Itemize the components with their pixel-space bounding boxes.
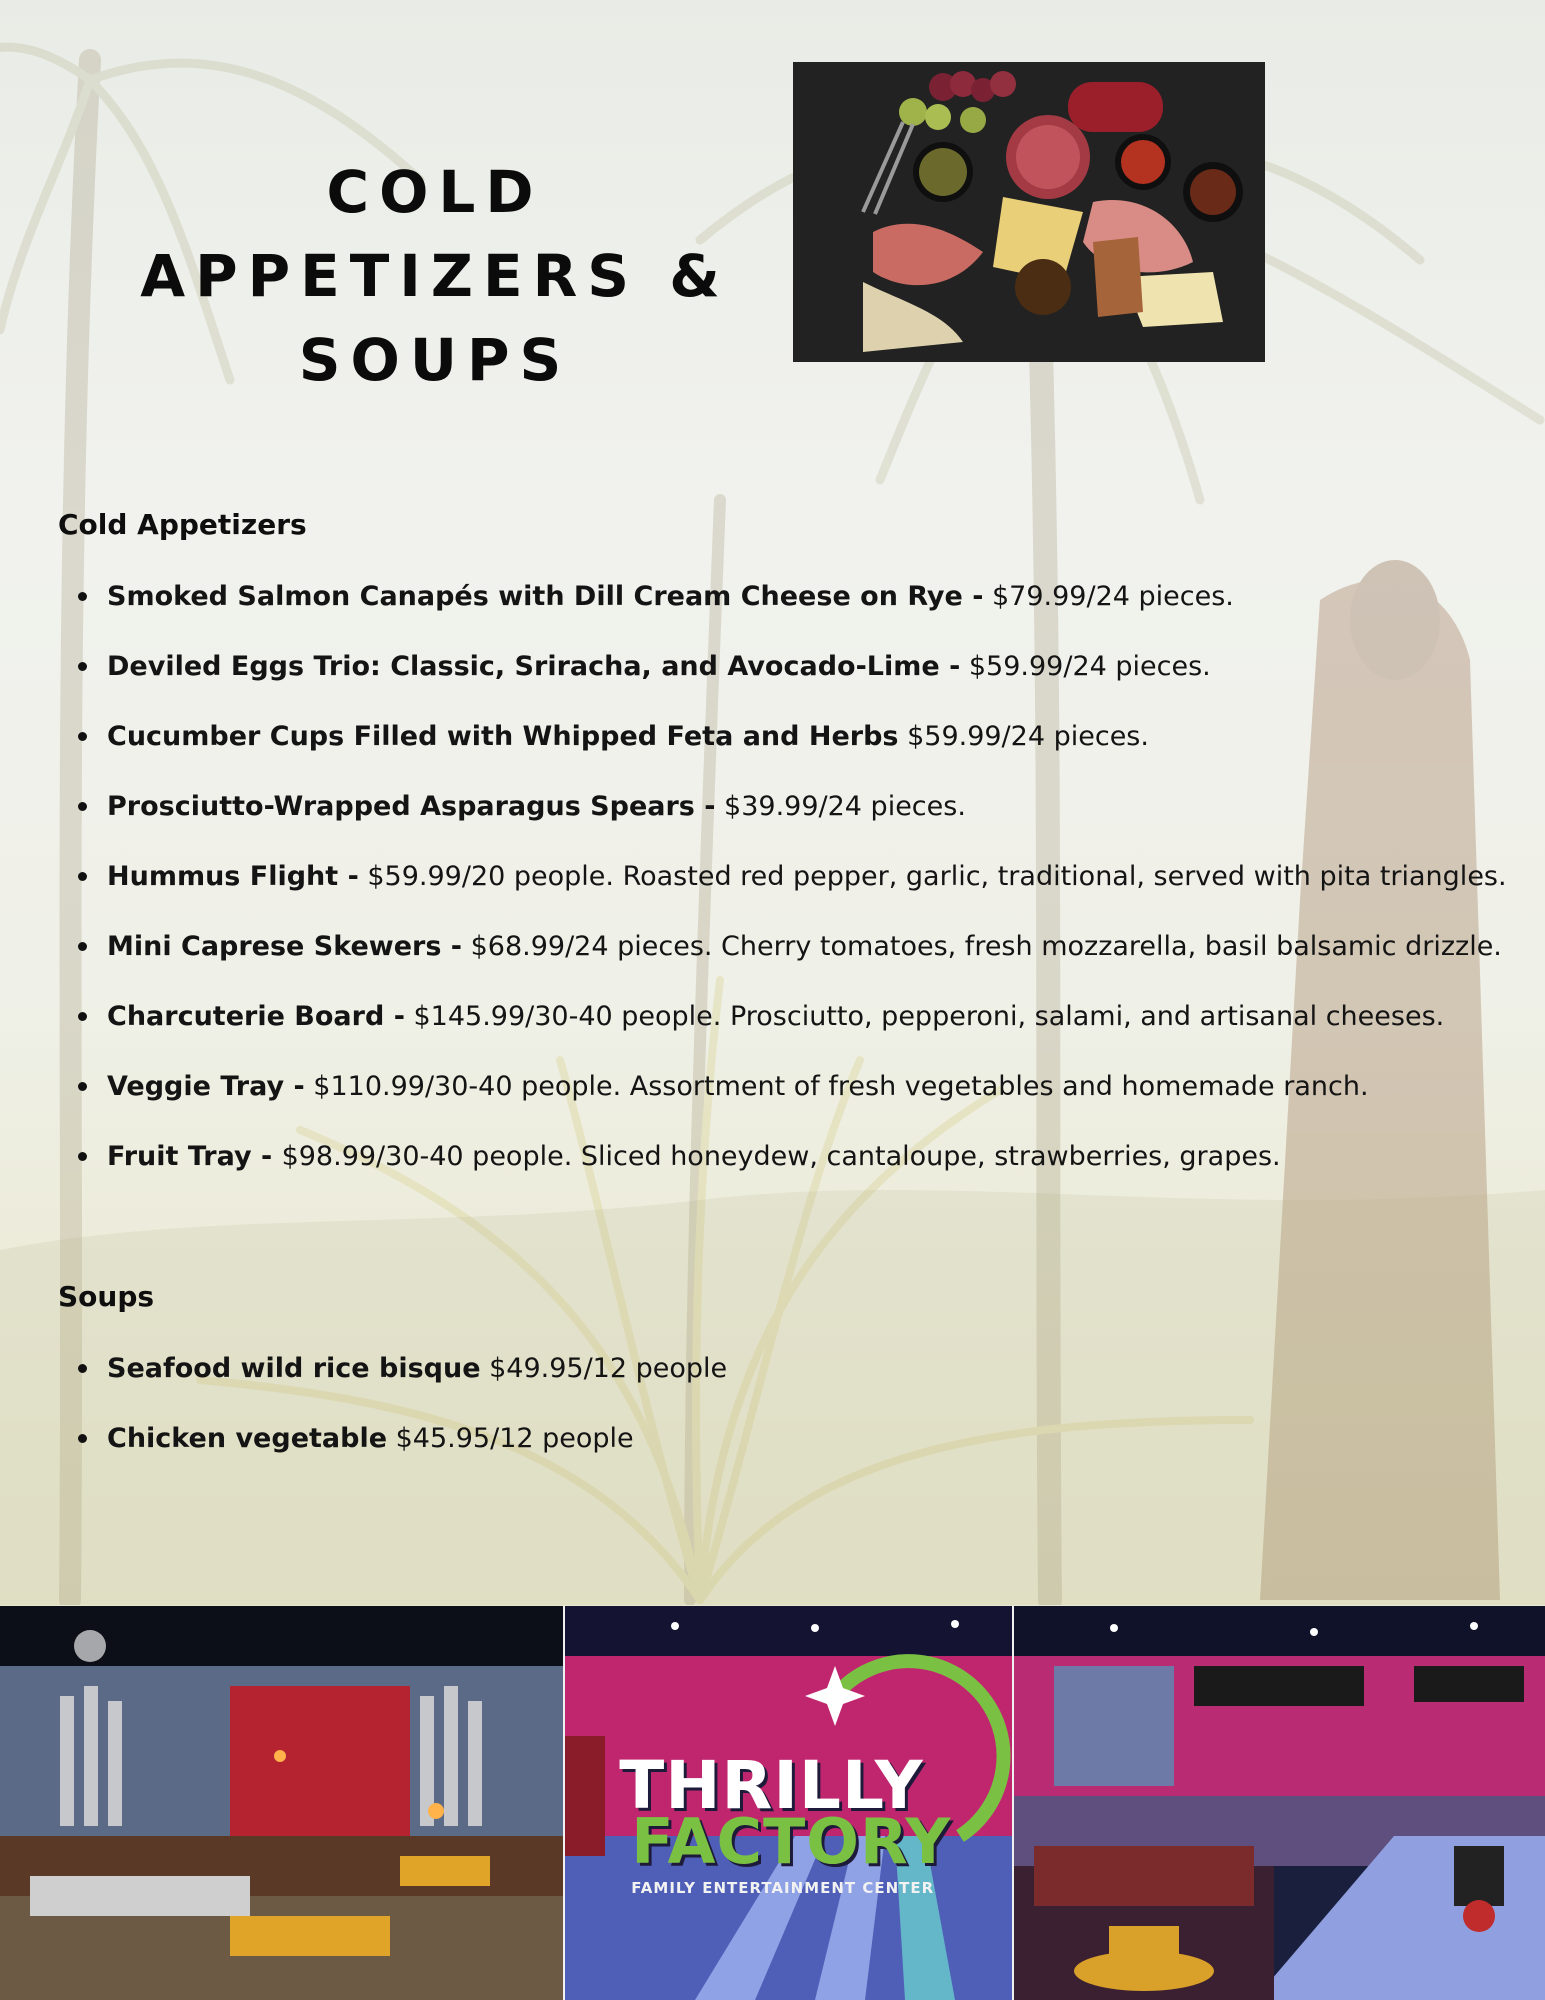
list-item <box>78 1137 1507 1207</box>
bullet-icon <box>78 942 87 951</box>
item-price-detail: $39.99/24 pieces. <box>715 791 966 822</box>
item-name: Fruit Tray - <box>107 1141 282 1172</box>
item-price-detail: $110.99/30-40 people. Assortment of fresh vegetables and homemade ranch. <box>304 1071 1369 1102</box>
cold-appetizers-heading: Cold Appetizers <box>58 508 307 541</box>
item-price-detail: $98.99/30-40 people. Sliced honeydew, cantaloupe, strawberries, grapes. <box>281 1141 1281 1172</box>
item-price-detail: $145.99/30-40 people. Prosciutto, pepperoni, salami, and artisanal cheeses. <box>404 1001 1445 1032</box>
logo-wordmark-top: THRILLY <box>619 1747 924 1824</box>
item-name: Smoked Salmon Canapés with Dill Cream Cheese on Rye - <box>107 581 984 612</box>
page-title: COLD APPETIZERS & SOUPS <box>140 158 730 394</box>
list-item <box>78 1349 727 1419</box>
item-name: Deviled Eggs Trio: Classic, Sriracha, and Avocado-Lime - <box>107 651 961 682</box>
bullet-icon <box>78 1152 87 1161</box>
item-name: Charcuterie Board - <box>107 1001 405 1032</box>
item-name: Veggie Tray - <box>107 1071 305 1102</box>
list-item <box>78 577 1507 647</box>
dining-area-photo <box>0 1606 563 2000</box>
list-item <box>78 927 1507 997</box>
logo-wordmark-bottom: FACTORY <box>631 1805 952 1878</box>
item-price-detail: $59.99/20 people. Roasted red pepper, garlic, traditional, served with pita triangles. <box>358 861 1507 892</box>
list-item <box>78 857 1507 927</box>
soups-heading: Soups <box>58 1280 155 1313</box>
bullet-icon <box>78 1082 87 1091</box>
list-item <box>78 1067 1507 1137</box>
list-item <box>78 1419 727 1489</box>
item-name: Cucumber Cups Filled with Whipped Feta and Herbs <box>107 721 899 752</box>
item-price-detail: $45.95/12 people <box>387 1423 634 1454</box>
item-price-detail: $59.99/24 pieces. <box>898 721 1149 752</box>
item-name: Hummus Flight - <box>107 861 359 892</box>
item-name: Seafood wild rice bisque <box>107 1353 481 1384</box>
item-name: Chicken vegetable <box>107 1423 388 1454</box>
logo-tagline: FAMILY ENTERTAINMENT CENTER <box>631 1879 935 1897</box>
charcuterie-board-photo <box>793 62 1265 362</box>
bullet-icon <box>78 1012 87 1021</box>
item-name: Mini Caprese Skewers - <box>107 931 463 962</box>
bullet-icon <box>78 872 87 881</box>
item-price-detail: $68.99/24 pieces. Cherry tomatoes, fresh mozzarella, basil balsamic drizzle. <box>462 931 1502 962</box>
venue-photo-strip <box>0 1606 1545 2000</box>
bullet-icon <box>78 732 87 741</box>
thrilly-factory-logo <box>601 1711 981 1897</box>
list-item <box>78 997 1507 1067</box>
item-price-detail: $49.95/12 people <box>480 1353 728 1384</box>
list-item <box>78 787 1507 857</box>
bullet-icon <box>78 802 87 811</box>
soups-list <box>78 1349 727 1489</box>
item-price-detail: $59.99/24 pieces. <box>960 651 1211 682</box>
item-price-detail: $79.99/24 pieces. <box>983 581 1234 612</box>
lounge-lanes-photo <box>1012 1606 1545 2000</box>
cold-appetizers-list <box>78 577 1507 1207</box>
list-item <box>78 717 1507 787</box>
bullet-icon <box>78 1434 87 1443</box>
item-name: Prosciutto-Wrapped Asparagus Spears - <box>107 791 716 822</box>
bullet-icon <box>78 662 87 671</box>
bullet-icon <box>78 1364 87 1373</box>
bullet-icon <box>78 592 87 601</box>
bowling-lanes-logo-photo <box>563 1606 1011 2000</box>
list-item <box>78 647 1507 717</box>
